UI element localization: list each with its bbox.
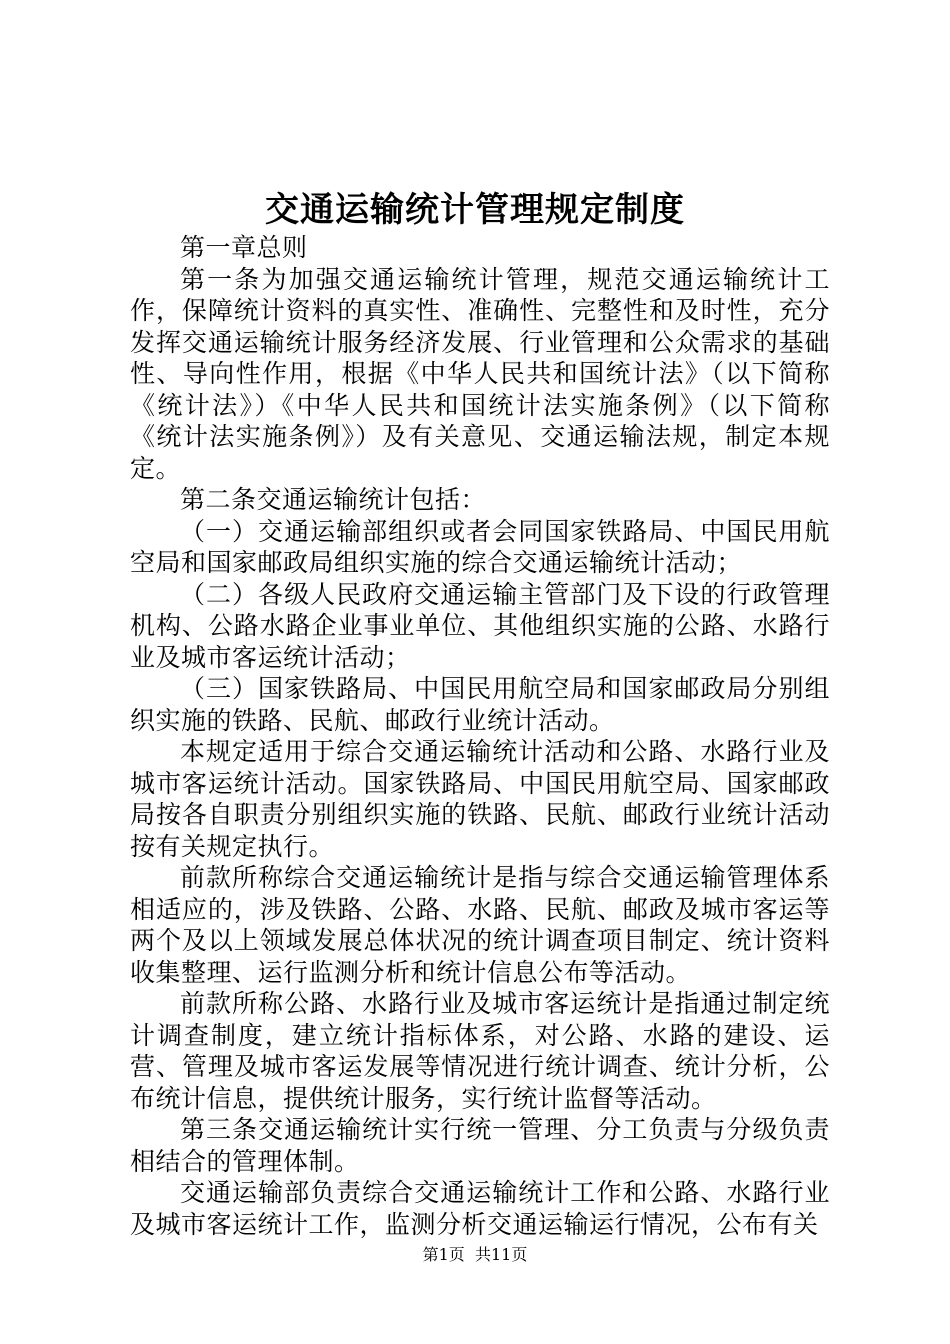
article-3-paragraph: 第三条交通运输统计实行统一管理、分工负责与分级负责相结合的管理体制。 [130,1115,830,1176]
definition-highway-waterway-paragraph: 前款所称公路、水路行业及城市客运统计是指通过制定统计调查制度，建立统计指标体系，对公路、水路的建设、运营、管理及城市客运发展等情况进行统计调查、统计分析，公布统计信息，提供统计服务，实行统计监督等活动。 [130,989,830,1113]
page-total: 共11页 [474,1245,528,1264]
document-body [130,232,830,1240]
document-title: 交通运输统计管理规定制度 [265,190,685,230]
article-2-paragraph: 第二条交通运输统计包括： [180,485,487,514]
article-2-item-3: （三）国家铁路局、中国民用航空局和国家邮政局分别组织实施的铁路、民航、邮政行业统计活动。 [130,674,830,735]
chapter-heading: 第一章总则 [180,233,308,262]
scope-paragraph: 本规定适用于综合交通运输统计活动和公路、水路行业及城市客运统计活动。国家铁路局、中国民用航空局、国家邮政局按各自职责分别组织实施的铁路、民航、邮政行业统计活动按有关规定执行。 [130,737,830,861]
page-number: 第1页 [422,1245,465,1264]
page-footer [0,1243,950,1267]
definition-comprehensive-paragraph: 前款所称综合交通运输统计是指与综合交通运输管理体系相适应的，涉及铁路、公路、水路、民航、邮政及城市客运等两个及以上领域发展总体状况的统计调查项目制定、统计资料收集整理、运行监测分析和统计信息公布等活动。 [130,863,830,987]
article-2-item-1: （一）交通运输部组织或者会同国家铁路局、中国民用航空局和国家邮政局组织实施的综合交通运输统计活动； [130,516,830,577]
article-1-paragraph: 第一条为加强交通运输统计管理，规范交通运输统计工作，保障统计资料的真实性、准确性、完整性和及时性，充分发挥交通运输统计服务经济发展、行业管理和公众需求的基础性、导向性作用，根据《中华人民共和国统计法》（以下简称《统计法》）《中华人民共和国统计法实施条例》（以下简称《统计法实施条例》）及有关意见、交通运输法规，制定本规定。 [130,264,830,483]
ministry-duty-paragraph: 交通运输部负责综合交通运输统计工作和公路、水路行业及城市客运统计工作，监测分析交通运输运行情况，公布有关 [130,1178,830,1239]
article-2-item-2: （二）各级人民政府交通运输主管部门及下设的行政管理机构、公路水路企业事业单位、其他组织实施的公路、水路行业及城市客运统计活动； [130,579,830,672]
